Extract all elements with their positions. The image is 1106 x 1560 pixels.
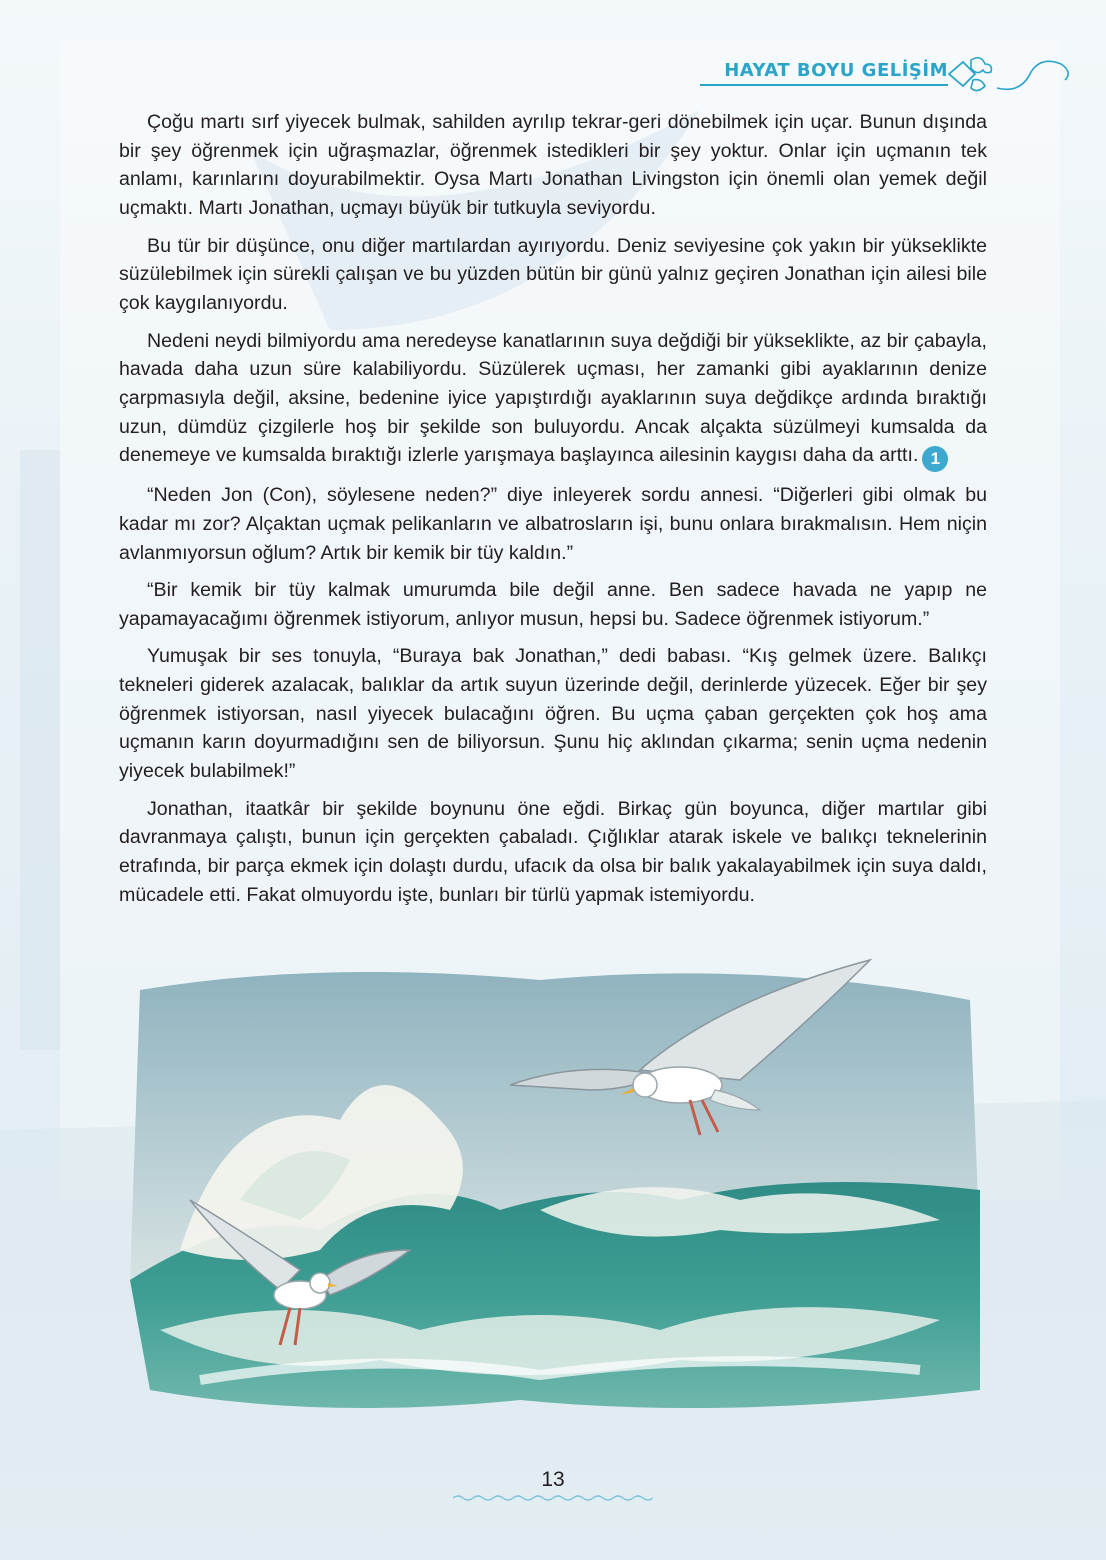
paragraph-5: “Bir kemik bir tüy kalmak umurumda bile değil anne. Ben sadece havada ne yapıp ne yapamayacağımı öğrenmek istiyorum, anlıyor musun, hepsi bu. Sadece öğrenmek istiyorum.” — [119, 579, 987, 630]
paragraph-3 — [119, 327, 987, 473]
seagulls-over-waves-illustration — [120, 950, 986, 1430]
header-title: HAYAT BOYU GELİŞİM — [724, 60, 948, 81]
paragraph-2: Bu tür bir düşünce, onu diğer martılardan ayırıyordu. Deniz seviyesine çok yakın bir yükseklikte süzülebilmek için sürekli çalışan ve bu yüzden bütün bir günü yalnız geçiren Jonathan için ailesi bile çok kaygılanıyordu. — [119, 234, 987, 315]
paragraph-4: “Neden Jon (Con), söylesene neden?” diye inleyerek sordu annesi. “Diğerleri gibi olmak bu kadar mı zor? Alçaktan uçmak pelikanların ve albatrosların işi, bunu onlara bırakmalısın. Hem niçin avlanmıyorsun oğlum? Artık bir kemik bir tüy kaldın.” — [119, 484, 987, 564]
page-header — [676, 52, 1076, 92]
paragraph-1: Çoğu martı sırf yiyecek bulmak, sahilden ayrılıp tekrar-geri dönebilmek için uçar. Bunun dışında bir şey öğrenmek için uğraşmazlar, öğrenmek istedikleri bir şey yoktur. Onlar için uçmanın tek anlamı, karınlarını doyurabilmektir. Oysa Martı Jonathan Livingston için önemli olan yemek değil uçmaktı. Martı Jonathan, uçmayı büyük bir tutkuyla seviyordu. — [119, 111, 987, 220]
paragraph-6: Yumuşak bir ses tonuyla, “Buraya bak Jonathan,” dedi babası. “Kış gelmek üzere. Balıkçı tekneleri giderek azalacak, balıklar da artık suyun üzerinde değil, derinlerde yüzecek. Eğer bir şey öğrenmek istiyorsan, nasıl yiyecek bulacağını öğren. Bu uçma çaban gerçekten çok hoş ama uçmanın karın doyurmadığını sen de biliyorsun. Şunu hiç aklından çıkarma; senin uçma nedenin yiyecek bulabilmek!” — [119, 645, 987, 783]
note-badge: 1 — [922, 446, 948, 472]
paragraph-7: Jonathan, itaatkâr bir şekilde boynunu öne eğdi. Birkaç gün boyunca, diğer martılar gibi davranmaya çalıştı, bunun için gerçekten çabaladı. Çığlıklar atarak iskele ve balıkçı teknelerinin etrafında, bir parça ekmek için dolaştı durdu, ufacık da olsa bir balık yakalayabilmek için suya daldı, mücadele etti. Fakat olmuyordu işte, bunları bir türlü yapmak istemiyordu. — [119, 797, 987, 906]
puzzle-swirl-icon — [941, 52, 1076, 100]
story-text — [119, 108, 987, 918]
paragraph-3-text: Nedeni neydi bilmiyordu ama neredeyse kanatlarının suya değdiği bir yükseklikte, az bir çabayla, havada daha uzun süre kalabiliyordu. Süzülerek uçması, her zamanki gibi ayaklarının denize çarpmasıyla değil, aksine, bedenine iyice yapıştırdığı ayaklarının suya değdikçe ardında bıraktığı uzun, dümdüz çizgilerle hoş bir şekilde son buluyordu. Ancak alçakta süzülmeyi kumsalda da denemeye ve kumsalda bıraktığı izlerle yarışmaya başlayınca ailesinin kaygısı daha da arttı. — [119, 329, 987, 467]
header-underline — [700, 84, 948, 86]
page-number-wave-ornament — [453, 1494, 653, 1502]
page-number: 13 — [541, 1468, 565, 1491]
